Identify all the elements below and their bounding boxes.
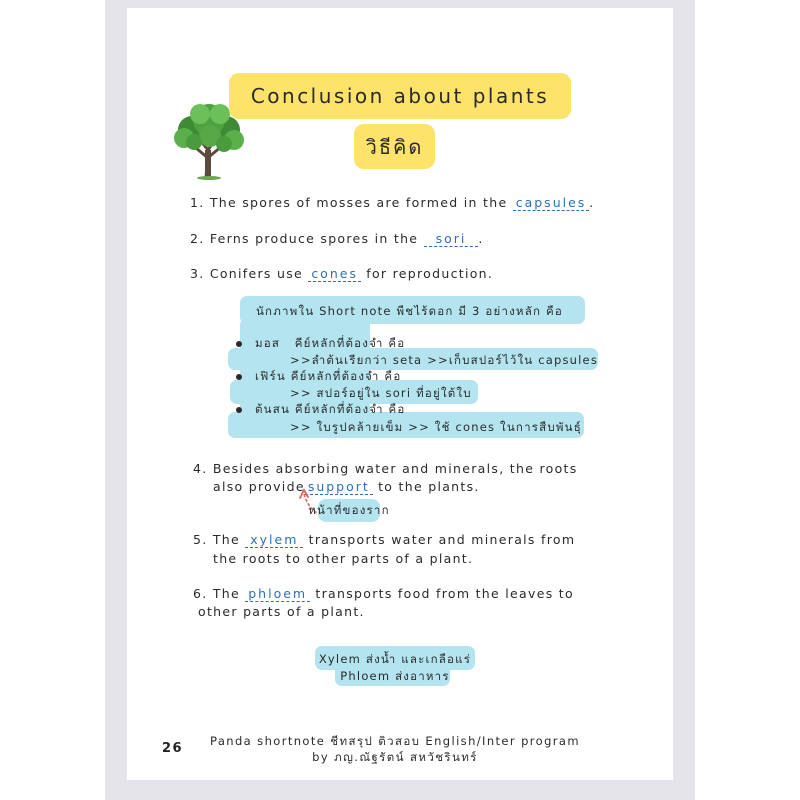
question-number: 3. xyxy=(190,266,205,281)
title-highlight xyxy=(229,73,571,119)
question-text-end: . xyxy=(589,195,595,210)
question-text: The xyxy=(212,586,240,601)
note-item-name: ต้นสน xyxy=(255,402,291,416)
note-intro: นักภาพใน Short note พืชไร้ดอก มี 3 อย่างหลัก คือ xyxy=(256,304,563,318)
note-item-label: คีย์หลักที่ต้องจำ คือ xyxy=(294,402,406,416)
note-item-mosses xyxy=(255,335,405,353)
question-text: Besides absorbing water and minerals, the roots xyxy=(212,461,578,476)
note-item-detail: >> สปอร์อยู่ใน sori ที่อยู่ใต้ใบ xyxy=(290,386,472,400)
answer-blank: capsules xyxy=(513,195,590,211)
note-item-name: มอส xyxy=(255,336,281,350)
summary-line-xylem: Xylem ส่งน้ำ และเกลือแร่ xyxy=(318,652,472,666)
question-text: Ferns produce spores in the xyxy=(209,231,419,246)
note-item-detail: >>ลำต้นเรียกว่า seta >>เก็บสปอร์ไว้ใน capsules xyxy=(290,353,599,367)
question-number: 4. xyxy=(193,461,208,476)
answer-blank: sori xyxy=(424,231,479,247)
question-text: Conifers use xyxy=(209,266,304,281)
note-item-name: เฟิร์น xyxy=(255,369,286,383)
bullet-icon xyxy=(236,341,242,347)
question-5-line2: the roots to other parts of a plant. xyxy=(213,551,474,566)
answer-blank: xylem xyxy=(245,532,303,548)
question-text: The spores of mosses are formed in the xyxy=(209,195,508,210)
question-1 xyxy=(190,195,595,210)
question-4-line2 xyxy=(213,479,480,494)
question-2 xyxy=(190,231,484,246)
question-text-end: transports food from the leaves to xyxy=(315,586,574,601)
page-subtitle: วิธีคิด xyxy=(365,134,424,159)
note-item-detail: >> ใบรูปคล้ายเข็ม >> ใช้ cones ในการสืบพันธุ์ xyxy=(290,420,582,434)
question-text-end: . xyxy=(478,231,484,246)
footer-line-1: Panda shortnote ชีทสรุป ติวสอบ English/Inter program xyxy=(210,734,580,748)
question-number: 5. xyxy=(193,532,208,547)
question-4 xyxy=(193,461,578,476)
root-function-callout xyxy=(308,499,390,522)
question-text-end: to the plants. xyxy=(378,479,480,494)
question-6-line2: other parts of a plant. xyxy=(198,604,365,619)
question-3 xyxy=(190,266,493,281)
callout-text: หน้าที่ของราก xyxy=(308,502,390,517)
bullet-icon xyxy=(236,374,242,380)
question-text-end: for reproduction. xyxy=(366,266,494,281)
question-number: 2. xyxy=(190,231,205,246)
answer-blank: support xyxy=(305,479,373,495)
footer-line-2: by ภญ.ณัฐรัตน์ สหวัชรินทร์ xyxy=(312,750,478,764)
question-number: 1. xyxy=(190,195,205,210)
page-number: 26 xyxy=(162,741,184,756)
page-title: Conclusion about plants xyxy=(250,84,550,108)
answer-blank: cones xyxy=(308,266,361,282)
bullet-icon xyxy=(236,407,242,413)
note-item-ferns xyxy=(255,368,401,386)
question-number: 6. xyxy=(193,586,208,601)
note-item-label: คีย์หลักที่ต้องจำ คือ xyxy=(294,336,406,350)
question-6 xyxy=(193,586,574,601)
note-item-conifers xyxy=(255,401,406,419)
question-text: The xyxy=(212,532,240,547)
note-item-label: คีย์หลักที่ต้องจำ คือ xyxy=(290,369,402,383)
question-text: also provide xyxy=(213,479,305,494)
subtitle-highlight xyxy=(354,124,435,169)
question-5 xyxy=(193,532,575,547)
answer-blank: phloem xyxy=(245,586,310,602)
summary-line-phloem: Phloem ส่งอาหาร xyxy=(340,669,450,683)
question-text-end: transports water and minerals from xyxy=(308,532,576,547)
